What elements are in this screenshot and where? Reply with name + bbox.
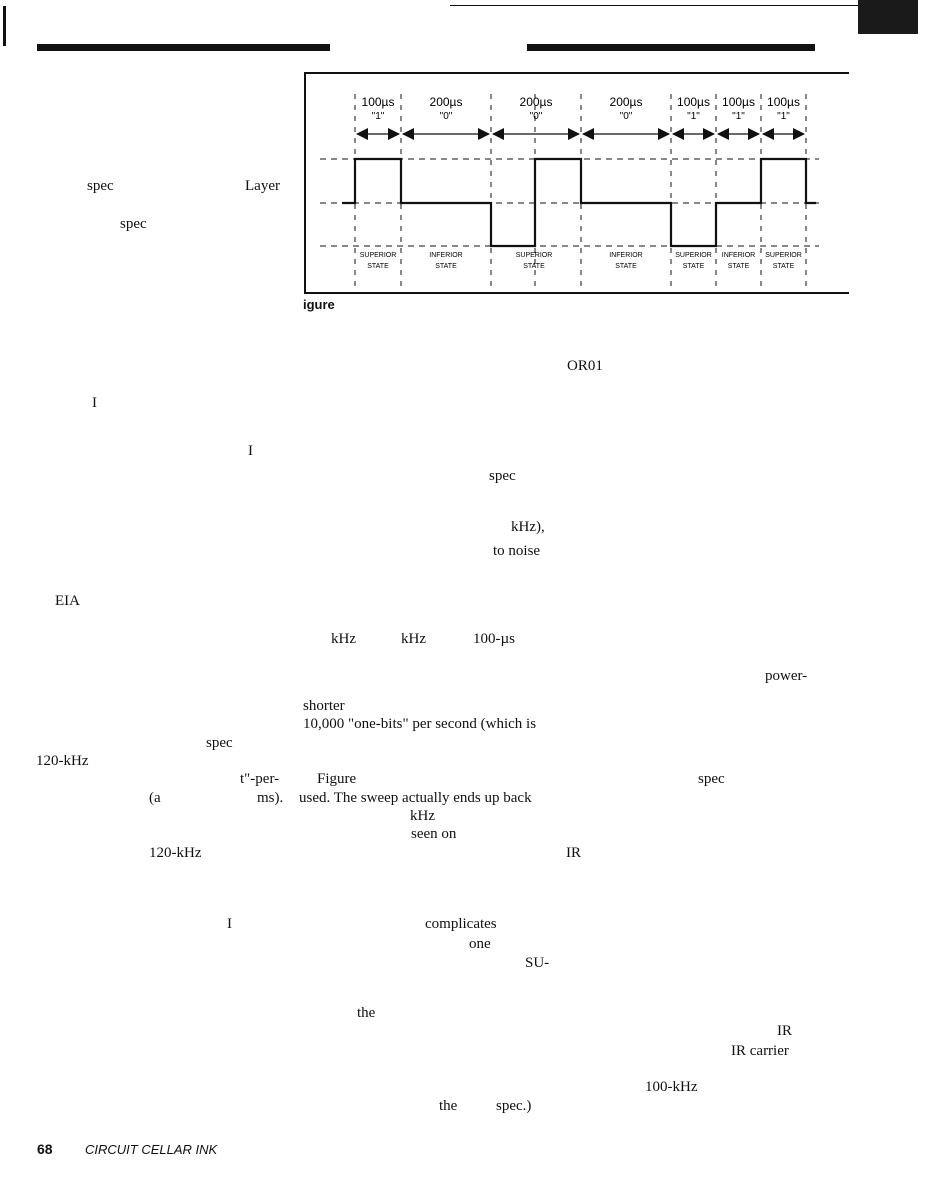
duration-label: 100µs: [722, 95, 755, 109]
text-fragment: the: [357, 1005, 376, 1021]
arrow-head: [762, 128, 774, 140]
text-fragment: ms).: [257, 790, 284, 806]
arrow-head: [582, 128, 594, 140]
text-fragment: (a: [149, 790, 161, 806]
duration-label: 200µs: [519, 95, 553, 109]
text-fragment: EIA: [55, 593, 80, 609]
arrow-head: [568, 128, 580, 140]
duration-label: 200µs: [429, 95, 463, 109]
state-label: INFERIOR: [429, 252, 463, 259]
arrow-head: [356, 128, 368, 140]
journal-name: CIRCUIT CELLAR INK: [85, 1142, 218, 1157]
text-fragment: IR carrier: [731, 1043, 789, 1059]
arrow-head: [478, 128, 490, 140]
text-fragment: shorter: [303, 698, 345, 714]
text-fragment: 10,000 "one-bits" per second (which is: [303, 716, 537, 732]
arrow-head: [793, 128, 805, 140]
state-label: SUPERIOR: [359, 252, 397, 259]
text-fragment: 120-kHz: [36, 753, 89, 769]
state-label: STATE: [523, 263, 545, 270]
text-fragment: Figure: [317, 771, 357, 787]
state-label: STATE: [615, 263, 637, 270]
text-fragment: 100-µs: [473, 631, 515, 647]
text-fragment: SU-: [525, 955, 550, 971]
duration-label: 100µs: [767, 95, 800, 109]
bit-label: "1": [732, 111, 745, 122]
text-fragment: OR01: [567, 358, 603, 374]
duration-label: 100µs: [361, 95, 395, 109]
header-rule-left: [37, 44, 330, 51]
text-fragment: kHz),: [511, 519, 545, 535]
text-fragment: I: [227, 916, 232, 932]
text-fragment: kHz: [401, 631, 426, 647]
text-fragment: 120-kHz: [149, 845, 202, 861]
text-fragment: spec: [87, 178, 114, 194]
text-fragment: spec.): [496, 1098, 532, 1114]
arrow-head: [388, 128, 400, 140]
text-fragment: spec: [120, 216, 147, 232]
header-rule-thin: [450, 5, 860, 6]
state-label: INFERIOR: [609, 252, 643, 259]
state-label: STATE: [367, 263, 389, 270]
header-rule-right: [527, 44, 815, 51]
duration-label: 200µs: [609, 95, 643, 109]
state-label: STATE: [682, 263, 705, 270]
state-label: SUPERIOR: [765, 252, 802, 259]
text-fragment: Layer: [245, 178, 280, 194]
text-fragment: I: [92, 395, 97, 411]
text-fragment: complicates: [425, 916, 497, 932]
text-fragment: one: [469, 936, 491, 952]
state-label: STATE: [727, 263, 750, 270]
state-label: INFERIOR: [721, 252, 756, 259]
duration-label: 100µs: [677, 95, 710, 109]
figure-label: igure: [303, 297, 335, 312]
text-fragment: seen on: [411, 826, 457, 842]
text-fragment: kHz: [331, 631, 356, 647]
text-fragment: to noise: [493, 543, 541, 559]
arrow-head: [672, 128, 684, 140]
arrow-head: [492, 128, 504, 140]
text-fragment: spec: [489, 468, 516, 484]
text-fragment: used. The sweep actually ends up back: [299, 790, 532, 806]
text-fragment: IR: [777, 1023, 792, 1039]
bit-label: "1": [777, 111, 790, 122]
text-fragment: IR: [566, 845, 581, 861]
state-label: SUPERIOR: [515, 252, 553, 259]
arrow-head: [402, 128, 414, 140]
text-fragment: power-: [765, 668, 808, 684]
bit-label: "0": [619, 111, 633, 122]
text-fragment: I: [248, 443, 253, 459]
arrow-head: [658, 128, 670, 140]
text-fragment: spec: [698, 771, 725, 787]
state-label: SUPERIOR: [675, 252, 712, 259]
page-number: 68: [37, 1141, 53, 1157]
header-left-edge: [3, 6, 6, 46]
bit-label: "0": [529, 111, 543, 122]
text-fragment: 100-kHz: [645, 1079, 698, 1095]
bit-label: "1": [687, 111, 700, 122]
state-label: STATE: [772, 263, 795, 270]
text-fragment: t"-per-: [240, 771, 280, 787]
text-fragment: spec: [206, 735, 233, 751]
bit-label: "1": [371, 111, 385, 122]
timing-diagram: [304, 72, 849, 294]
header-corner-block: [858, 0, 918, 34]
text-fragment: kHz: [410, 808, 435, 824]
arrow-head: [748, 128, 760, 140]
arrow-head: [703, 128, 715, 140]
bit-label: "0": [439, 111, 453, 122]
state-label: STATE: [435, 263, 457, 270]
arrow-head: [717, 128, 729, 140]
text-fragment: the: [439, 1098, 458, 1114]
